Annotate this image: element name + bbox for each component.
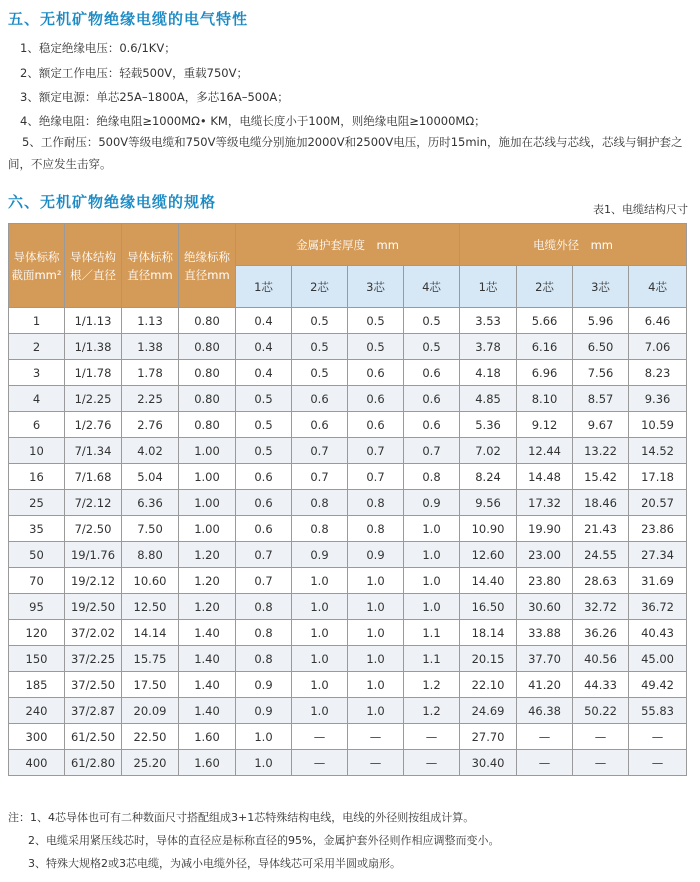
table-cell: 5.04: [122, 464, 179, 490]
table-cell: 0.9: [236, 698, 292, 724]
table-cell: 8.23: [629, 360, 687, 386]
table-cell: 0.6: [292, 386, 348, 412]
table-cell: 6.96: [517, 360, 573, 386]
table-cell: 17.32: [517, 490, 573, 516]
table-cell: 70: [9, 568, 65, 594]
table-cell: 1.0: [292, 594, 348, 620]
table-cell: 37/2.25: [65, 646, 122, 672]
table-cell: 1.38: [122, 334, 179, 360]
table-cell: 20.09: [122, 698, 179, 724]
table-cell: 0.8: [236, 594, 292, 620]
table-cell: 5.36: [460, 412, 517, 438]
table-cell: 24.69: [460, 698, 517, 724]
table-cell: 0.6: [404, 386, 460, 412]
table-row: [9, 438, 687, 464]
table-cell: 32.72: [573, 594, 629, 620]
table-row: [9, 516, 687, 542]
table-cell: 0.6: [404, 360, 460, 386]
table-cell: 0.8: [348, 490, 404, 516]
table-cell: 9.67: [573, 412, 629, 438]
table-row: [9, 490, 687, 516]
table-cell: 0.6: [236, 516, 292, 542]
sheath-core-1: 1芯: [236, 266, 292, 308]
table-row: [9, 386, 687, 412]
table-cell: 1.0: [348, 646, 404, 672]
table-cell: 1.78: [122, 360, 179, 386]
table-cell: 1.40: [179, 698, 236, 724]
table-cell: —: [517, 750, 573, 776]
table-cell: 1.1: [404, 646, 460, 672]
table-cell: 0.4: [236, 308, 292, 334]
outer-core-4: 4芯: [629, 266, 687, 308]
table-cell: 37/2.02: [65, 620, 122, 646]
sheath-core-3: 3芯: [348, 266, 404, 308]
table-cell: 14.52: [629, 438, 687, 464]
table-cell: 1.40: [179, 646, 236, 672]
table-cell: 36.72: [629, 594, 687, 620]
table-cell: 3.78: [460, 334, 517, 360]
table-cell: 37/2.50: [65, 672, 122, 698]
table-cell: 1.0: [292, 568, 348, 594]
table-cell: 12.60: [460, 542, 517, 568]
note-3: 3、特殊大规格2或3芯电缆，为减小电缆外径，导体线芯可采用半圆或扇形。: [28, 857, 401, 870]
table-row: [9, 646, 687, 672]
table-cell: 8.10: [517, 386, 573, 412]
table-cell: 19/2.50: [65, 594, 122, 620]
table-cell: 4.02: [122, 438, 179, 464]
table-cell: 16.50: [460, 594, 517, 620]
table-cell: 7/1.34: [65, 438, 122, 464]
outer-core-3: 3芯: [573, 266, 629, 308]
table-cell: 23.00: [517, 542, 573, 568]
table-cell: 61/2.80: [65, 750, 122, 776]
table-cell: 7.02: [460, 438, 517, 464]
table-cell: 7/2.50: [65, 516, 122, 542]
table-cell: 17.50: [122, 672, 179, 698]
table-cell: 0.8: [404, 464, 460, 490]
table-row: [9, 568, 687, 594]
table-cell: 50: [9, 542, 65, 568]
table-cell: 27.34: [629, 542, 687, 568]
table-cell: 0.6: [348, 360, 404, 386]
table-cell: 1.0: [404, 594, 460, 620]
table-cell: 0.7: [404, 438, 460, 464]
table-cell: 1.0: [404, 542, 460, 568]
table-cell: 36.26: [573, 620, 629, 646]
table-cell: 0.80: [179, 334, 236, 360]
outer-core-1: 1芯: [460, 266, 517, 308]
table-cell: 50.22: [573, 698, 629, 724]
table-cell: 0.7: [348, 464, 404, 490]
table-cell: 0.5: [236, 386, 292, 412]
table-cell: 46.38: [517, 698, 573, 724]
table-cell: 1.0: [348, 620, 404, 646]
table-row: [9, 412, 687, 438]
table-cell: 37/2.87: [65, 698, 122, 724]
table-cell: —: [292, 724, 348, 750]
table-cell: 22.10: [460, 672, 517, 698]
table-row: [9, 464, 687, 490]
table-cell: 33.88: [517, 620, 573, 646]
table-cell: 55.83: [629, 698, 687, 724]
table-cell: 4.85: [460, 386, 517, 412]
table-cell: 30.40: [460, 750, 517, 776]
table-cell: 12.50: [122, 594, 179, 620]
table-cell: 9.56: [460, 490, 517, 516]
table-cell: 17.18: [629, 464, 687, 490]
table-row: [9, 308, 687, 334]
section5-item-1: 1、稳定绝缘电压：0.6/1KV；: [20, 41, 176, 55]
table-cell: 0.8: [236, 646, 292, 672]
section5-item-4: 4、绝缘电阻：绝缘电阻≥1000MΩ• KM，电缆长度小于100M，则绝缘电阻≥10000MΩ；: [20, 114, 486, 128]
table-cell: 0.5: [236, 438, 292, 464]
table-cell: 1: [9, 308, 65, 334]
table-cell: 8.80: [122, 542, 179, 568]
table-cell: 2.25: [122, 386, 179, 412]
table-cell: 1.60: [179, 750, 236, 776]
table-cell: —: [629, 724, 687, 750]
table-cell: 120: [9, 620, 65, 646]
table-cell: 185: [9, 672, 65, 698]
table-cell: 21.43: [573, 516, 629, 542]
table-cell: 1.40: [179, 672, 236, 698]
header-outer-diameter: 电缆外径 mm: [460, 224, 687, 266]
table-cell: 7/2.12: [65, 490, 122, 516]
table-cell: 7/1.68: [65, 464, 122, 490]
section5-item-3: 3、额定电源：单芯25A–1800A，多芯16A–500A；: [20, 90, 289, 104]
table-cell: 19/2.12: [65, 568, 122, 594]
table-cell: 1.13: [122, 308, 179, 334]
table-cell: 61/2.50: [65, 724, 122, 750]
table-cell: 0.80: [179, 412, 236, 438]
table-cell: 10.60: [122, 568, 179, 594]
table-cell: 0.5: [292, 308, 348, 334]
table-cell: 8.57: [573, 386, 629, 412]
table-cell: 1.40: [179, 620, 236, 646]
section6-title: 六、无机矿物绝缘电缆的规格: [8, 193, 217, 211]
table-cell: 1.0: [404, 516, 460, 542]
table-caption: 表1、电缆结构尺寸: [593, 203, 688, 216]
table-cell: 41.20: [517, 672, 573, 698]
sheath-core-2: 2芯: [292, 266, 348, 308]
table-cell: 1.0: [236, 750, 292, 776]
table-cell: 40.56: [573, 646, 629, 672]
table-row: [9, 542, 687, 568]
table-cell: 1/1.13: [65, 308, 122, 334]
table-cell: 2.76: [122, 412, 179, 438]
table-row: [9, 672, 687, 698]
table-cell: 14.40: [460, 568, 517, 594]
table-cell: 14.48: [517, 464, 573, 490]
table-cell: 300: [9, 724, 65, 750]
table-cell: 40.43: [629, 620, 687, 646]
note-2: 2、电缆采用紧压线芯时，导体的直径应是标称直径的95%，金属护套外径则作相应调整而变小。: [28, 834, 500, 847]
table-cell: —: [292, 750, 348, 776]
table-cell: 1.20: [179, 542, 236, 568]
table-cell: 2: [9, 334, 65, 360]
table-cell: 49.42: [629, 672, 687, 698]
outer-core-2: 2芯: [517, 266, 573, 308]
table-cell: 0.6: [236, 464, 292, 490]
table-cell: 10: [9, 438, 65, 464]
table-cell: 0.4: [236, 360, 292, 386]
table-cell: 27.70: [460, 724, 517, 750]
table-cell: 25.20: [122, 750, 179, 776]
table-cell: 31.69: [629, 568, 687, 594]
table-cell: 37.70: [517, 646, 573, 672]
table-cell: 35: [9, 516, 65, 542]
table-cell: 0.4: [236, 334, 292, 360]
table-cell: 25: [9, 490, 65, 516]
table-cell: 1/1.38: [65, 334, 122, 360]
header-cross-section: 导体标称截面mm²: [9, 224, 65, 308]
table-cell: 13.22: [573, 438, 629, 464]
table-row: [9, 334, 687, 360]
table-cell: 1.0: [348, 698, 404, 724]
table-cell: 1.00: [179, 516, 236, 542]
section5-title: 五、无机矿物绝缘电缆的电气特性: [8, 10, 249, 28]
table-cell: 1.20: [179, 568, 236, 594]
table-cell: —: [348, 724, 404, 750]
table-row: [9, 360, 687, 386]
table-cell: 30.60: [517, 594, 573, 620]
table-cell: 4: [9, 386, 65, 412]
table-cell: 0.5: [236, 412, 292, 438]
table-cell: 0.9: [236, 672, 292, 698]
table-cell: 4.18: [460, 360, 517, 386]
table-cell: 1/2.76: [65, 412, 122, 438]
table-cell: 0.7: [292, 464, 348, 490]
table-cell: —: [348, 750, 404, 776]
table-cell: 15.42: [573, 464, 629, 490]
table-cell: —: [517, 724, 573, 750]
table-cell: 0.8: [292, 490, 348, 516]
table-cell: 0.6: [404, 412, 460, 438]
table-cell: 400: [9, 750, 65, 776]
table-cell: 45.00: [629, 646, 687, 672]
table-cell: 1.1: [404, 620, 460, 646]
table-cell: 1/1.78: [65, 360, 122, 386]
table-cell: 7.06: [629, 334, 687, 360]
table-cell: 16: [9, 464, 65, 490]
table-cell: 5.66: [517, 308, 573, 334]
table-cell: 7.50: [122, 516, 179, 542]
header-conductor-dia: 导体标称直径mm: [122, 224, 179, 308]
table-cell: 20.57: [629, 490, 687, 516]
table-cell: 0.5: [348, 308, 404, 334]
note-1: 注：1、4芯导体也可有二种数面尺寸搭配组成3+1芯特殊结构电线，电线的外径则按组成计算。: [8, 811, 475, 824]
table-cell: 10.59: [629, 412, 687, 438]
table-cell: 0.8: [292, 516, 348, 542]
table-row: [9, 594, 687, 620]
table-cell: 6: [9, 412, 65, 438]
table-cell: 1.0: [348, 568, 404, 594]
table-cell: 12.44: [517, 438, 573, 464]
table-cell: 18.14: [460, 620, 517, 646]
sheath-core-4: 4芯: [404, 266, 460, 308]
table-cell: 0.80: [179, 308, 236, 334]
table-cell: 1.2: [404, 672, 460, 698]
table-cell: 1/2.25: [65, 386, 122, 412]
table-cell: 8.24: [460, 464, 517, 490]
table-cell: 7.56: [573, 360, 629, 386]
header-sheath-thickness: 金属护套厚度 mm: [236, 224, 460, 266]
table-cell: 0.5: [292, 360, 348, 386]
table-cell: 0.9: [404, 490, 460, 516]
table-body: [9, 308, 687, 776]
table-cell: 0.8: [236, 620, 292, 646]
table-cell: 15.75: [122, 646, 179, 672]
table-cell: 1.0: [292, 698, 348, 724]
table-cell: 0.7: [348, 438, 404, 464]
table-cell: 0.6: [292, 412, 348, 438]
table-cell: 14.14: [122, 620, 179, 646]
table-row: [9, 620, 687, 646]
table-cell: 6.50: [573, 334, 629, 360]
table-cell: 0.5: [404, 334, 460, 360]
header-insulation-dia: 绝缘标称直径mm: [179, 224, 236, 308]
table-cell: 6.16: [517, 334, 573, 360]
table-cell: 0.5: [348, 334, 404, 360]
table-cell: 20.15: [460, 646, 517, 672]
table-cell: 44.33: [573, 672, 629, 698]
table-cell: 0.6: [348, 386, 404, 412]
table-cell: 6.46: [629, 308, 687, 334]
table-cell: 28.63: [573, 568, 629, 594]
table-cell: 3.53: [460, 308, 517, 334]
table-cell: 9.36: [629, 386, 687, 412]
table-cell: —: [573, 724, 629, 750]
table-cell: 0.6: [348, 412, 404, 438]
table-cell: —: [573, 750, 629, 776]
table-cell: 1.0: [292, 672, 348, 698]
table-cell: 23.80: [517, 568, 573, 594]
table-cell: 19.90: [517, 516, 573, 542]
header-structure: 导体结构根／直径: [65, 224, 122, 308]
table-cell: 1.0: [236, 724, 292, 750]
table-cell: 5.96: [573, 308, 629, 334]
table-cell: —: [404, 724, 460, 750]
table-cell: 0.6: [236, 490, 292, 516]
table-cell: —: [629, 750, 687, 776]
table-cell: 0.8: [348, 516, 404, 542]
table-cell: 6.36: [122, 490, 179, 516]
table-cell: 1.2: [404, 698, 460, 724]
table-cell: 0.80: [179, 386, 236, 412]
table-cell: 95: [9, 594, 65, 620]
table-cell: 24.55: [573, 542, 629, 568]
table-cell: 1.00: [179, 464, 236, 490]
table-cell: 3: [9, 360, 65, 386]
table-cell: 9.12: [517, 412, 573, 438]
table-cell: 0.7: [236, 568, 292, 594]
table-cell: 1.20: [179, 594, 236, 620]
table-cell: 0.7: [292, 438, 348, 464]
table-cell: 1.0: [404, 568, 460, 594]
table-cell: 0.9: [292, 542, 348, 568]
table-row: [9, 750, 687, 776]
section5-item-5: 5、工作耐压：500V等级电缆和750V等级电缆分别施加2000V和2500V电压，历时15min，施加在芯线与芯线，芯线与铜护套之间，不应发生击穿。: [8, 135, 683, 171]
table-row: [9, 698, 687, 724]
table-cell: 240: [9, 698, 65, 724]
table-cell: 0.5: [404, 308, 460, 334]
notes: [8, 806, 499, 875]
table-cell: 18.46: [573, 490, 629, 516]
table-cell: 10.90: [460, 516, 517, 542]
table-cell: 1.00: [179, 438, 236, 464]
spec-table: [8, 223, 687, 776]
table-cell: 150: [9, 646, 65, 672]
table-cell: 23.86: [629, 516, 687, 542]
table-cell: 22.50: [122, 724, 179, 750]
table-cell: 1.0: [348, 594, 404, 620]
table-cell: 0.7: [236, 542, 292, 568]
table-cell: 1.0: [292, 620, 348, 646]
table-cell: 1.60: [179, 724, 236, 750]
table-cell: —: [404, 750, 460, 776]
table-cell: 1.00: [179, 490, 236, 516]
table-cell: 0.9: [348, 542, 404, 568]
section5-item-2: 2、额定工作电压：轻载500V，重载750V；: [20, 66, 248, 80]
table-cell: 0.80: [179, 360, 236, 386]
table-row: [9, 724, 687, 750]
table-cell: 19/1.76: [65, 542, 122, 568]
table-cell: 1.0: [292, 646, 348, 672]
table-cell: 1.0: [348, 672, 404, 698]
table-cell: 0.5: [292, 334, 348, 360]
